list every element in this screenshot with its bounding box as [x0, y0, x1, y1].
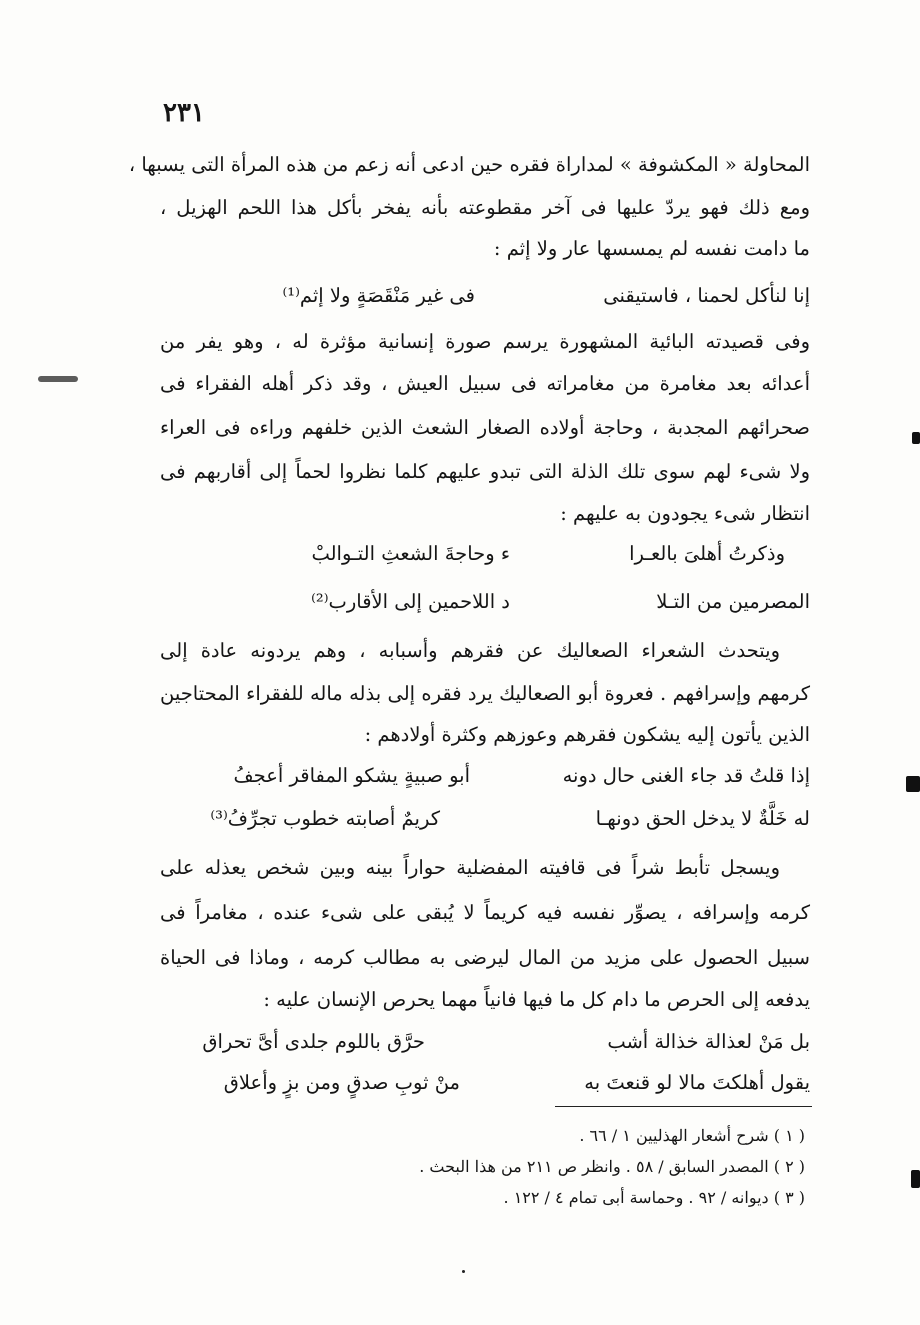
paragraph-line: ولا شىء لهم سوى تلك الذلة التى تبدو عليهم كلما نظروا لحماً إلى أقاربهم فى: [160, 460, 810, 483]
verse-hemistich-left: منْ ثوبِ صدقٍ ومن بزٍ وأعلاق: [223, 1071, 460, 1094]
verse-hemistich-right: إنا لنأكل لحمنا ، فاستيقنى: [603, 284, 810, 307]
edge-mark: [906, 776, 920, 792]
paragraph-line: وفى قصيدته البائية المشهورة يرسم صورة إنسانية مؤثرة له ، وهو يفر من: [160, 330, 810, 353]
verse-line: [160, 1022, 810, 1062]
paragraph-line: أعدائه بعد مغامرة من مغامراته فى سبيل العيش ، وقد ذكر أهله الفقراء فى: [160, 372, 810, 395]
paragraph-line: كرمهم وإسرافهم . فعروة أبو الصعاليك يرد فقره إلى بذله ماله للفقراء المحتاجين: [160, 682, 810, 705]
verse-hemistich-right: بل مَنْ لعذالة خذالة أشب: [607, 1030, 810, 1053]
verse-hemistich-left: ء وحاجةَ الشعثِ التـوالبْ: [311, 542, 510, 565]
paragraph-line: المحاولة « المكشوفة » لمداراة فقره حين ادعى أنه زعم من هذه المرأة التى يسبها ،: [128, 153, 810, 176]
margin-smudge: [38, 376, 78, 382]
verse-hemistich-left: فى غير مَنْقَصَةٍ ولا إثم⁽¹⁾: [282, 284, 475, 307]
verse-hemistich-left: كريمٌ أصابته خطوب تجرِّفُ⁽³⁾: [210, 807, 440, 830]
paragraph-line: ويتحدث الشعراء الصعاليك عن فقرهم وأسبابه ، وهم يردونه عادة إلى: [160, 639, 780, 662]
verse-line: [160, 582, 810, 622]
verse-line: [160, 534, 810, 574]
verse-line: [160, 1063, 810, 1103]
verse-hemistich-left: حرَّق باللوم جلدى أىَّ تحراق: [202, 1030, 425, 1053]
paragraph-line: انتظار شىء يجودون به عليهم :: [560, 502, 810, 525]
edge-mark: [912, 432, 920, 444]
verse-line: [160, 276, 810, 316]
verse-hemistich-left: د اللاحمين إلى الأقارب⁽²⁾: [311, 590, 510, 613]
footnote-divider: [555, 1106, 812, 1107]
edge-mark: [911, 1170, 920, 1188]
paragraph-line: ما دامت نفسه لم يمسسها عار ولا إثم :: [493, 237, 810, 260]
verse-hemistich-right: إذا قلتُ قد جاء الغنى حال دونه: [562, 764, 810, 787]
paragraph-line: الذين يأتون إليه يشكون فقرهم وعوزهم وكثرة أولادهم :: [364, 723, 810, 746]
paragraph-line: صحرائهم المجدبة ، وحاجة أولاده الصغار الشعث الذين خلفهم وراءه فى العراء: [160, 416, 810, 439]
footnote: ( ٢ ) المصدر السابق / ٥٨ . وانظر ص ٢١١ من هذا البحث .: [419, 1157, 805, 1176]
footnote: ( ١ ) شرح أشعار الهذليين ١ / ٦٦ .: [579, 1126, 805, 1145]
paragraph-line: يدفعه إلى الحرص ما دام كل ما فيها فانياً مهما يحرص الإنسان عليه :: [263, 988, 810, 1011]
paragraph-line: كرمه وإسرافه ، يصوِّر نفسه فيه كريماً لا يُبقى على شىء عنده ، مغامراً فى: [160, 901, 810, 924]
page-number: ٢٣١: [163, 98, 205, 128]
paragraph-line: ومع ذلك فهو يردّ عليها فى آخر مقطوعته بأنه يفخر بأكل هذا اللحم الهزيل ،: [160, 196, 810, 219]
verse-hemistich-left: أبو صبيةٍ يشكو المفاقر أعجفُ: [233, 764, 470, 787]
scan-dot: [462, 1270, 465, 1273]
verse-hemistich-right: يقول أهلكتَ مالا لو قنعتَ به: [584, 1071, 810, 1094]
paragraph-line: ويسجل تأبط شراً فى قافيته المفضلية حواراً بينه وبين شخص يعذله على: [160, 856, 780, 879]
verse-hemistich-right: له خَلَّةٌ لا يدخل الحق دونهـا: [595, 807, 810, 830]
paragraph-line: سبيل الحصول على مزيد من المال ليرضى به مطالب كرمه ، وماذا فى الحياة: [160, 946, 810, 969]
verse-line: [160, 799, 810, 839]
verse-hemistich-right: المصرمين من التـلا: [656, 590, 810, 613]
verse-hemistich-right: وذكرتُ أهلىَ بالعـرا: [629, 542, 785, 565]
verse-line: [160, 756, 810, 796]
footnote: ( ٣ ) ديوانه / ٩٢ . وحماسة أبى تمام ٤ / ١٢٢ .: [503, 1188, 805, 1207]
